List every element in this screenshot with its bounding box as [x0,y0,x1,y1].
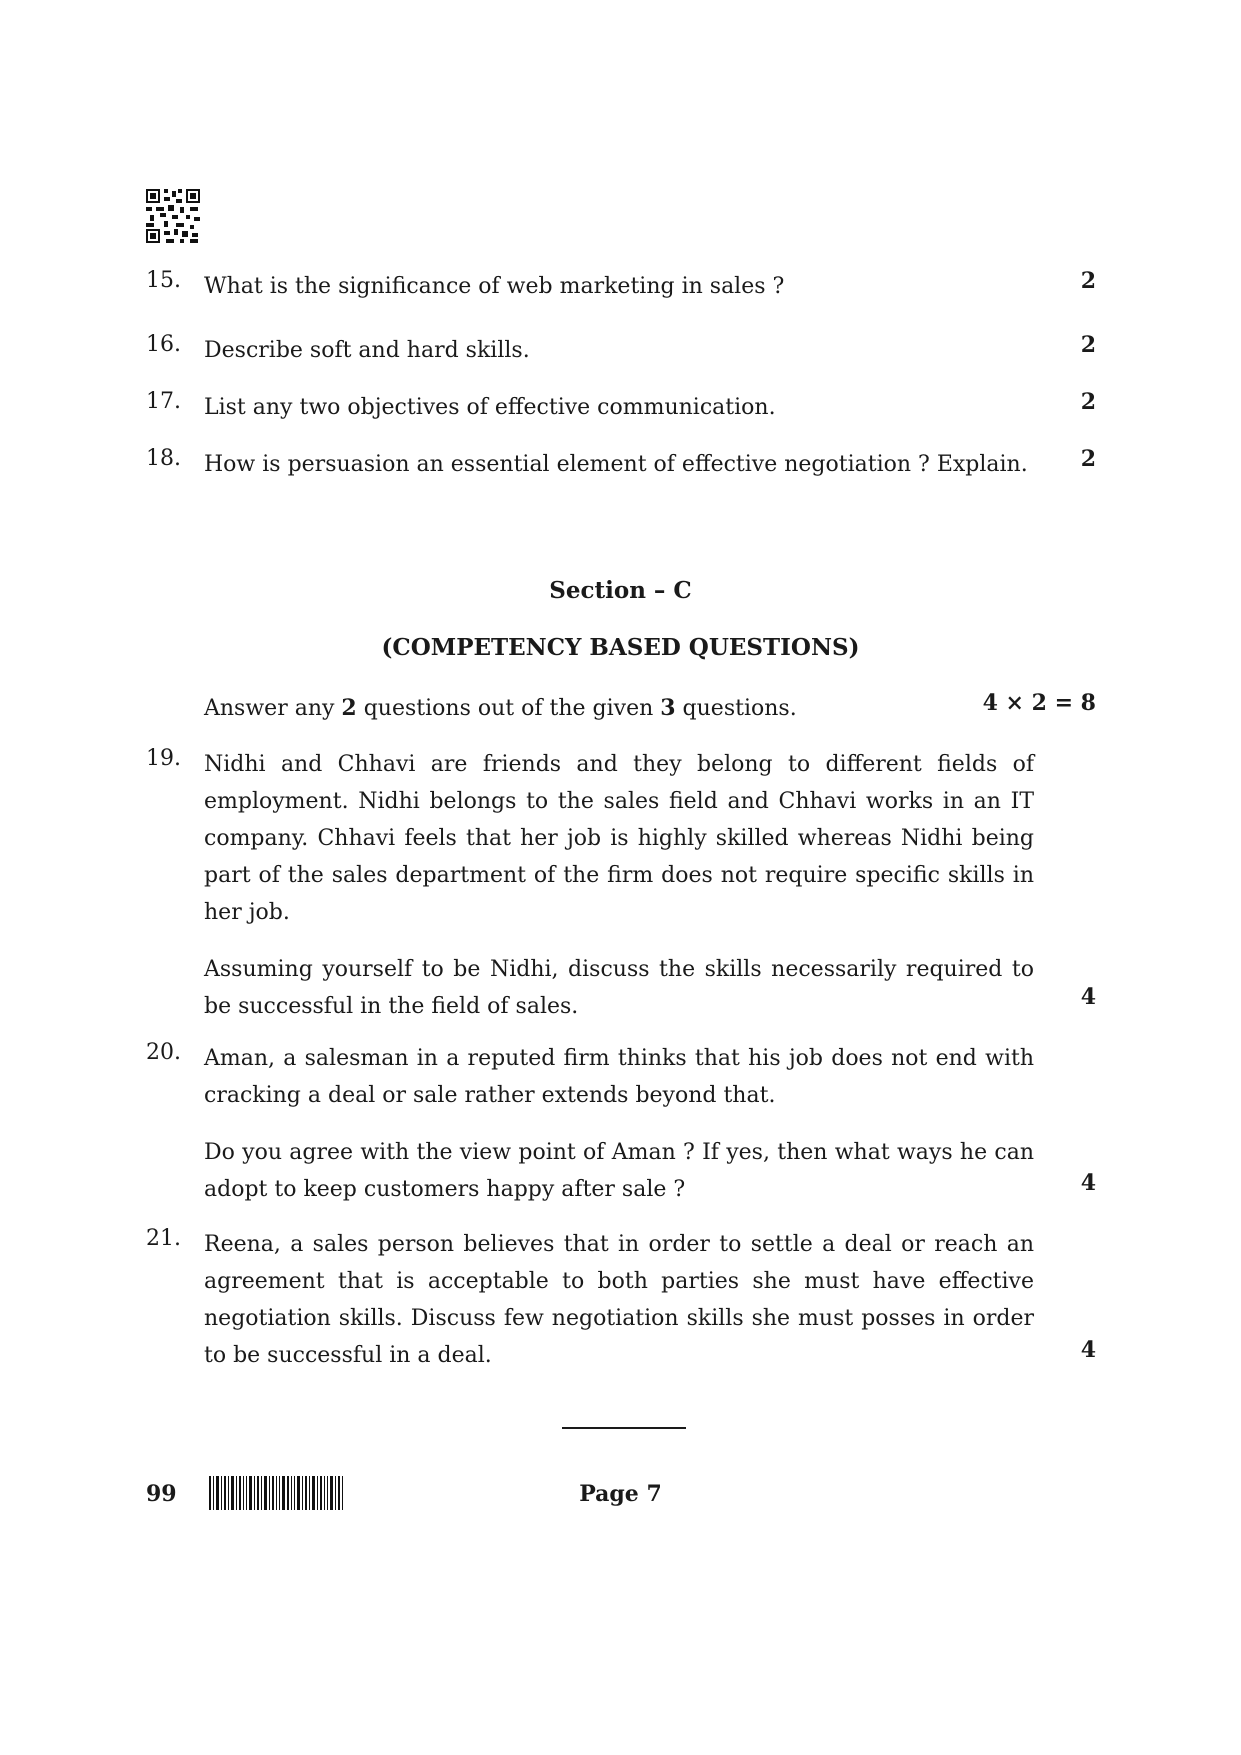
question-paragraph: Do you agree with the view point of Aman ? If yes, then what ways he can adopt to keep customers happy after sale ? [204,1140,1034,1202]
question-text: How is persuasion an essential element of effective negotiation ? Explain. [204,452,1028,477]
question-marks: 2 [1080,268,1096,294]
instruction-text: Answer any 2 questions out of the given 3 questions. [204,695,797,721]
question-number: 17. [146,389,181,414]
question-body [204,1040,1034,1208]
question-number: 18. [146,446,181,471]
question-text: List any two objectives of effective communication. [204,395,776,420]
end-rule [562,1427,686,1429]
question-text: What is the significance of web marketing in sales ? [204,274,785,299]
question-number: 16. [146,332,181,357]
question-paragraph: Aman, a salesman in a reputed firm thinks that his job does not end with cracking a deal or sale rather extends beyond that. [204,1046,1034,1108]
question-paragraph: Reena, a sales person believes that in order to settle a deal or reach an agreement that is acceptable to both parties she must have effective negotiation skills. Discuss few negotiation skills she must posses in order to be successful in a deal. [204,1232,1034,1368]
question-body [204,1226,1034,1374]
question-marks: 4 [1080,1337,1096,1363]
question-number: 21. [146,1226,181,1251]
question-marks: 2 [1080,332,1096,358]
question-number: 20. [146,1040,181,1065]
qr-code-icon [146,189,200,243]
question-paragraph: Nidhi and Chhavi are friends and they belong to different fields of employment. Nidhi belongs to the sales field and Chhavi works in an IT company. Chhavi feels that her job is highly skilled whereas Nidhi being part of the sales department of the firm does not require specific skills in her job. [204,752,1034,925]
section-subtitle: (COMPETENCY BASED QUESTIONS) [381,634,860,661]
question-body [204,746,1034,1025]
question-marks: 2 [1080,389,1096,415]
question-marks: 2 [1080,446,1096,472]
question-number: 19. [146,746,181,771]
question-marks: 4 [1080,984,1096,1010]
paper-code: 99 [146,1481,177,1507]
instruction-marks: 4 × 2 = 8 [982,690,1096,716]
question-marks: 4 [1080,1170,1096,1196]
question-text: Describe soft and hard skills. [204,338,530,363]
page-number: Page 7 [579,1481,662,1507]
section-title: Section – C [549,577,692,604]
question-number: 15. [146,268,181,293]
question-paragraph: Assuming yourself to be Nidhi, discuss the skills necessarily required to be successful in the field of sales. [204,957,1034,1019]
